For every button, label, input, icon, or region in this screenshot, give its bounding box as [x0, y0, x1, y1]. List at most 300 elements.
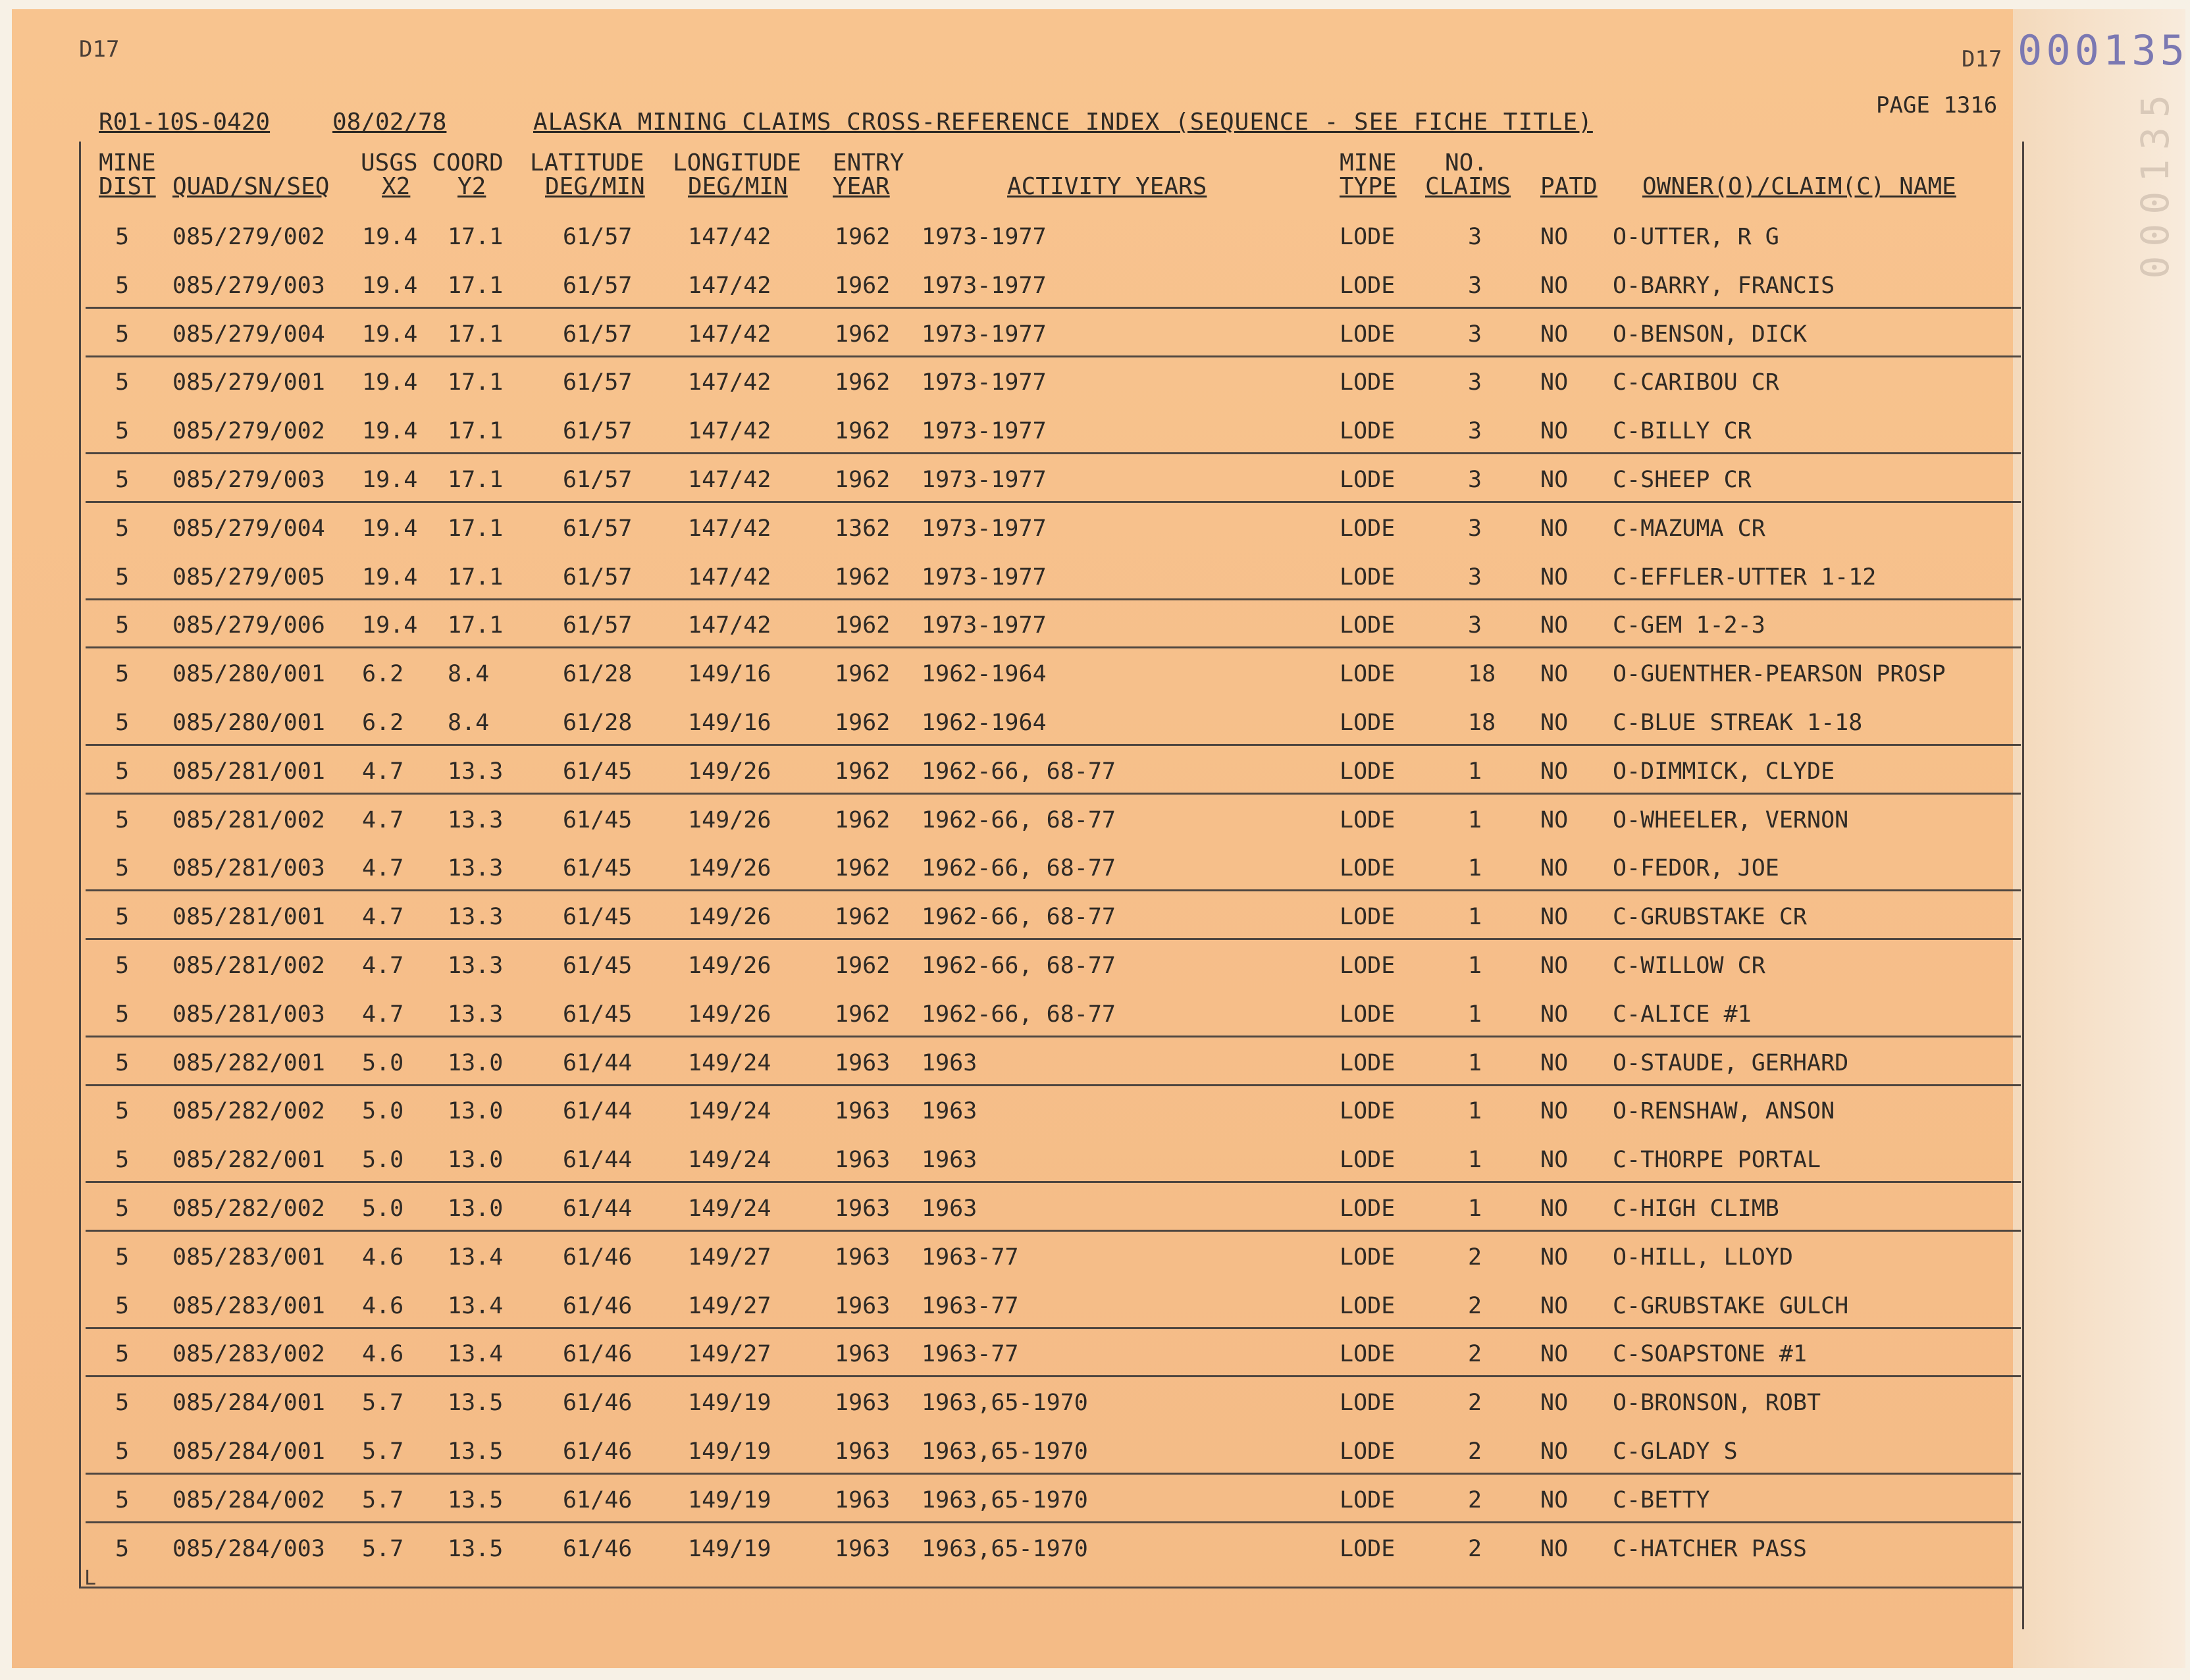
cell-longitude: 149/16 [688, 710, 771, 736]
cell-y2: 17.1 [448, 224, 504, 250]
cell-mine-dist: 5 [115, 806, 130, 833]
cell-longitude: 149/26 [688, 855, 771, 882]
header-patd: PATD [1540, 173, 1598, 200]
cell-entry-year: 1963 [835, 1195, 891, 1222]
corner-label-right: D17 [1962, 46, 2002, 72]
cell-activity-years: 1963,65-1970 [922, 1535, 1088, 1562]
cell-owner-claim: C-WILLOW CR [1613, 953, 1765, 979]
cell-entry-year: 1962 [835, 904, 891, 931]
cell-quad: 085/279/004 [172, 321, 325, 348]
cell-mine-type: LODE [1340, 710, 1395, 736]
cell-x2: 6.2 [362, 710, 404, 736]
cell-no-claims: 1 [1468, 1049, 1482, 1076]
cell-no-claims: 1 [1468, 1195, 1482, 1222]
header-x2: X2 [382, 173, 411, 200]
cell-mine-dist: 5 [115, 612, 130, 639]
cell-patd: NO [1540, 1098, 1569, 1125]
cell-mine-dist: 5 [115, 272, 130, 299]
table-row [99, 1050, 2008, 1097]
row-underline [86, 793, 2021, 795]
cell-activity-years: 1963-77 [922, 1292, 1019, 1319]
cell-entry-year: 1962 [835, 758, 891, 785]
cell-no-claims: 18 [1468, 710, 1496, 736]
cell-no-claims: 3 [1468, 564, 1482, 591]
cell-latitude: 61/44 [563, 1049, 633, 1076]
cell-patd: NO [1540, 1001, 1569, 1028]
cell-no-claims: 1 [1468, 758, 1482, 785]
cell-y2: 17.1 [448, 564, 504, 591]
cell-activity-years: 1962-66, 68-77 [922, 758, 1116, 785]
cell-mine-type: LODE [1340, 855, 1395, 882]
cell-mine-type: LODE [1340, 418, 1395, 445]
cell-longitude: 149/26 [688, 806, 771, 833]
cell-mine-type: LODE [1340, 369, 1395, 396]
cell-mine-type: LODE [1340, 467, 1395, 493]
cell-longitude: 149/26 [688, 1001, 771, 1028]
cell-x2: 5.0 [362, 1147, 404, 1174]
table-row [99, 953, 2008, 1000]
row-underline [86, 1473, 2021, 1475]
table-row [99, 1147, 2008, 1194]
cell-x2: 5.7 [362, 1390, 404, 1417]
cell-no-claims: 2 [1468, 1292, 1482, 1319]
cell-y2: 13.3 [448, 953, 504, 979]
cell-mine-type: LODE [1340, 564, 1395, 591]
cell-quad: 085/281/002 [172, 806, 325, 833]
cell-mine-dist: 5 [115, 758, 130, 785]
cell-owner-claim: C-SHEEP CR [1613, 467, 1752, 493]
cell-entry-year: 1962 [835, 467, 891, 493]
cell-activity-years: 1973-1977 [922, 515, 1047, 542]
cell-owner-claim: O-BENSON, DICK [1613, 321, 1808, 348]
cell-mine-type: LODE [1340, 953, 1395, 979]
cell-latitude: 61/44 [563, 1195, 633, 1222]
report-date: 08/02/78 [332, 109, 447, 136]
cell-mine-dist: 5 [115, 710, 130, 736]
cell-activity-years: 1963 [922, 1049, 978, 1076]
header-mine-dist-1: MINE [99, 149, 156, 176]
cell-x2: 4.6 [362, 1244, 404, 1271]
cell-mine-dist: 5 [115, 1292, 130, 1319]
cell-owner-claim: O-WHEELER, VERNON [1613, 806, 1849, 833]
cell-latitude: 61/57 [563, 515, 633, 542]
cell-entry-year: 1962 [835, 806, 891, 833]
cell-longitude: 147/42 [688, 272, 771, 299]
cell-entry-year: 1962 [835, 1001, 891, 1028]
cell-patd: NO [1540, 224, 1569, 250]
cell-mine-dist: 5 [115, 1341, 130, 1368]
cell-x2: 4.6 [362, 1292, 404, 1319]
table-row [99, 1536, 2008, 1583]
cell-entry-year: 1962 [835, 369, 891, 396]
cell-y2: 13.0 [448, 1049, 504, 1076]
cell-no-claims: 1 [1468, 1147, 1482, 1174]
table-row [99, 855, 2008, 903]
header-mine-type-2: TYPE [1340, 173, 1397, 200]
cell-y2: 17.1 [448, 467, 504, 493]
header-longitude-units: DEG/MIN [688, 173, 788, 200]
header-latitude: LATITUDE [530, 149, 644, 176]
frame-left [79, 142, 81, 1587]
cell-owner-claim: C-MAZUMA CR [1613, 515, 1765, 542]
table-row [99, 1001, 2008, 1049]
cell-longitude: 149/26 [688, 758, 771, 785]
cell-mine-type: LODE [1340, 1049, 1395, 1076]
cell-mine-dist: 5 [115, 1390, 130, 1417]
cell-x2: 5.7 [362, 1535, 404, 1562]
cell-no-claims: 1 [1468, 904, 1482, 931]
table-row [99, 1098, 2008, 1145]
cell-no-claims: 3 [1468, 224, 1482, 250]
cell-quad: 085/284/001 [172, 1390, 325, 1417]
header-quad: QUAD/SN/SEQ [172, 173, 330, 200]
header-longitude: LONGITUDE [673, 149, 802, 176]
cell-entry-year: 1963 [835, 1147, 891, 1174]
cell-entry-year: 1962 [835, 710, 891, 736]
cell-quad: 085/279/003 [172, 272, 325, 299]
cell-no-claims: 2 [1468, 1341, 1482, 1368]
cell-activity-years: 1973-1977 [922, 467, 1047, 493]
cell-longitude: 147/42 [688, 515, 771, 542]
table-row [99, 564, 2008, 612]
row-underline [86, 1375, 2021, 1377]
cell-quad: 085/281/003 [172, 855, 325, 882]
cell-x2: 19.4 [362, 224, 418, 250]
cell-x2: 19.4 [362, 418, 418, 445]
cell-mine-dist: 5 [115, 1486, 130, 1513]
cell-longitude: 149/19 [688, 1390, 771, 1417]
header-mine-dist-2: DIST [99, 173, 156, 200]
cell-quad: 085/279/002 [172, 418, 325, 445]
cell-latitude: 61/46 [563, 1535, 633, 1562]
cell-x2: 19.4 [362, 612, 418, 639]
cell-entry-year: 1963 [835, 1098, 891, 1125]
frame-right [2022, 142, 2024, 1629]
cell-owner-claim: O-HILL, LLOYD [1613, 1244, 1793, 1271]
header-entry: ENTRY [833, 149, 904, 176]
header-no-claims-2: CLAIMS [1425, 173, 1511, 200]
row-underline [86, 355, 2021, 357]
cell-latitude: 61/28 [563, 661, 633, 688]
cell-owner-claim: C-GRUBSTAKE CR [1613, 904, 1808, 931]
row-underline [86, 1036, 2021, 1037]
cell-latitude: 61/46 [563, 1292, 633, 1319]
cell-no-claims: 2 [1468, 1486, 1482, 1513]
cell-mine-type: LODE [1340, 806, 1395, 833]
cell-patd: NO [1540, 1147, 1569, 1174]
cell-y2: 13.5 [448, 1390, 504, 1417]
cell-longitude: 147/42 [688, 224, 771, 250]
cell-latitude: 61/57 [563, 612, 633, 639]
cell-owner-claim: C-BILLY CR [1613, 418, 1752, 445]
cell-owner-claim: C-GLADY S [1613, 1438, 1738, 1465]
cell-longitude: 149/24 [688, 1098, 771, 1125]
cell-patd: NO [1540, 1535, 1569, 1562]
cell-owner-claim: O-GUENTHER-PEARSON PROSP [1613, 661, 1946, 688]
cell-activity-years: 1973-1977 [922, 564, 1047, 591]
cell-latitude: 61/45 [563, 806, 633, 833]
cell-y2: 13.3 [448, 1001, 504, 1028]
cell-activity-years: 1973-1977 [922, 321, 1047, 348]
cell-entry-year: 1962 [835, 661, 891, 688]
cell-quad: 085/281/001 [172, 904, 325, 931]
cell-mine-type: LODE [1340, 1098, 1395, 1125]
cell-quad: 085/284/002 [172, 1486, 325, 1513]
cell-longitude: 149/27 [688, 1244, 771, 1271]
header-activity-years: ACTIVITY YEARS [1007, 173, 1207, 200]
cell-y2: 13.0 [448, 1195, 504, 1222]
cell-patd: NO [1540, 418, 1569, 445]
cell-mine-type: LODE [1340, 1001, 1395, 1028]
row-underline [86, 1181, 2021, 1183]
cell-x2: 19.4 [362, 272, 418, 299]
row-underline [86, 938, 2021, 940]
cell-latitude: 61/46 [563, 1438, 633, 1465]
cell-mine-dist: 5 [115, 1535, 130, 1562]
cell-owner-claim: C-BETTY [1613, 1486, 1710, 1513]
cell-mine-dist: 5 [115, 1098, 130, 1125]
cell-longitude: 147/42 [688, 369, 771, 396]
cell-longitude: 149/27 [688, 1341, 771, 1368]
cell-y2: 13.0 [448, 1147, 504, 1174]
row-underline [86, 452, 2021, 454]
cell-entry-year: 1962 [835, 418, 891, 445]
cell-quad: 085/282/002 [172, 1098, 325, 1125]
cell-patd: NO [1540, 467, 1569, 493]
cell-x2: 6.2 [362, 661, 404, 688]
cell-patd: NO [1540, 1438, 1569, 1465]
fiche-number-ghost: 000135 [2133, 86, 2177, 279]
header-entry-year: YEAR [833, 173, 890, 200]
cell-mine-dist: 5 [115, 515, 130, 542]
table-row [99, 1244, 2008, 1292]
cell-owner-claim: O-UTTER, R G [1613, 224, 1779, 250]
cell-longitude: 149/19 [688, 1438, 771, 1465]
cell-mine-dist: 5 [115, 1438, 130, 1465]
header-mine-type-1: MINE [1340, 149, 1397, 176]
cell-longitude: 149/19 [688, 1486, 771, 1513]
cell-patd: NO [1540, 1195, 1569, 1222]
cell-mine-dist: 5 [115, 1244, 130, 1271]
cell-longitude: 149/26 [688, 953, 771, 979]
cell-x2: 5.7 [362, 1438, 404, 1465]
cell-y2: 8.4 [448, 661, 490, 688]
table-row [99, 612, 2008, 660]
cell-longitude: 149/24 [688, 1147, 771, 1174]
cell-x2: 19.4 [362, 515, 418, 542]
cell-owner-claim: C-BLUE STREAK 1-18 [1613, 710, 1863, 736]
cell-longitude: 149/16 [688, 661, 771, 688]
cell-patd: NO [1540, 855, 1569, 882]
cell-patd: NO [1540, 515, 1569, 542]
cell-activity-years: 1962-66, 68-77 [922, 953, 1116, 979]
cell-mine-type: LODE [1340, 758, 1395, 785]
cell-longitude: 147/42 [688, 418, 771, 445]
cell-mine-dist: 5 [115, 224, 130, 250]
cell-latitude: 61/44 [563, 1147, 633, 1174]
cell-x2: 4.7 [362, 1001, 404, 1028]
cell-owner-claim: C-THORPE PORTAL [1613, 1147, 1821, 1174]
table-row [99, 1195, 2008, 1243]
cell-patd: NO [1540, 953, 1569, 979]
cell-y2: 17.1 [448, 272, 504, 299]
cell-patd: NO [1540, 806, 1569, 833]
cell-y2: 13.5 [448, 1486, 504, 1513]
frame-corner-mark: L [84, 1567, 97, 1590]
cell-patd: NO [1540, 564, 1569, 591]
table-row [99, 710, 2008, 757]
cell-patd: NO [1540, 758, 1569, 785]
cell-quad: 085/284/001 [172, 1438, 325, 1465]
cell-quad: 085/282/002 [172, 1195, 325, 1222]
cell-no-claims: 3 [1468, 272, 1482, 299]
cell-x2: 19.4 [362, 467, 418, 493]
cell-entry-year: 1962 [835, 855, 891, 882]
cell-longitude: 149/24 [688, 1049, 771, 1076]
cell-longitude: 147/42 [688, 321, 771, 348]
cell-longitude: 147/42 [688, 467, 771, 493]
cell-x2: 4.7 [362, 953, 404, 979]
cell-activity-years: 1962-1964 [922, 661, 1047, 688]
cell-latitude: 61/57 [563, 321, 633, 348]
header-usgs: USGS COORD [361, 149, 504, 176]
cell-y2: 13.5 [448, 1438, 504, 1465]
cell-activity-years: 1962-66, 68-77 [922, 1001, 1116, 1028]
cell-patd: NO [1540, 1341, 1569, 1368]
cell-y2: 13.4 [448, 1341, 504, 1368]
cell-no-claims: 1 [1468, 953, 1482, 979]
cell-latitude: 61/46 [563, 1486, 633, 1513]
cell-x2: 4.7 [362, 806, 404, 833]
cell-latitude: 61/46 [563, 1390, 633, 1417]
cell-quad: 085/283/001 [172, 1292, 325, 1319]
table-row [99, 1487, 2008, 1535]
cell-mine-type: LODE [1340, 904, 1395, 931]
cell-entry-year: 1963 [835, 1244, 891, 1271]
row-underline [86, 307, 2021, 309]
cell-mine-type: LODE [1340, 224, 1395, 250]
cell-quad: 085/280/001 [172, 710, 325, 736]
cell-quad: 085/279/001 [172, 369, 325, 396]
cell-mine-type: LODE [1340, 612, 1395, 639]
cell-x2: 5.0 [362, 1195, 404, 1222]
cell-latitude: 61/45 [563, 855, 633, 882]
cell-activity-years: 1963 [922, 1195, 978, 1222]
row-underline [86, 1084, 2021, 1086]
row-underline [86, 598, 2021, 600]
cell-entry-year: 1963 [835, 1049, 891, 1076]
cell-x2: 5.0 [362, 1049, 404, 1076]
cell-latitude: 61/45 [563, 904, 633, 931]
cell-no-claims: 2 [1468, 1390, 1482, 1417]
cell-patd: NO [1540, 1292, 1569, 1319]
cell-y2: 13.3 [448, 806, 504, 833]
cell-latitude: 61/45 [563, 953, 633, 979]
table-row [99, 1341, 2008, 1388]
cell-patd: NO [1540, 321, 1569, 348]
cell-entry-year: 1963 [835, 1292, 891, 1319]
row-underline [86, 744, 2021, 746]
cell-mine-type: LODE [1340, 1438, 1395, 1465]
table-row [99, 321, 2008, 369]
cell-latitude: 61/44 [563, 1098, 633, 1125]
cell-owner-claim: C-GEM 1-2-3 [1613, 612, 1765, 639]
cell-mine-dist: 5 [115, 661, 130, 688]
cell-owner-claim: C-EFFLER-UTTER 1-12 [1613, 564, 1877, 591]
cell-y2: 13.0 [448, 1098, 504, 1125]
row-underline [86, 1521, 2021, 1523]
cell-entry-year: 1962 [835, 612, 891, 639]
row-underline [86, 1230, 2021, 1232]
row-underline [86, 646, 2021, 648]
cell-y2: 13.3 [448, 758, 504, 785]
cell-entry-year: 1962 [835, 321, 891, 348]
cell-owner-claim: O-BARRY, FRANCIS [1613, 272, 1835, 299]
cell-patd: NO [1540, 1049, 1569, 1076]
cell-mine-dist: 5 [115, 564, 130, 591]
table-row [99, 369, 2008, 417]
cell-entry-year: 1963 [835, 1438, 891, 1465]
table-row [99, 1293, 2008, 1340]
cell-mine-type: LODE [1340, 1292, 1395, 1319]
cell-mine-type: LODE [1340, 1486, 1395, 1513]
cell-mine-type: LODE [1340, 1195, 1395, 1222]
cell-mine-dist: 5 [115, 1049, 130, 1076]
cell-entry-year: 1962 [835, 564, 891, 591]
cell-owner-claim: C-CARIBOU CR [1613, 369, 1779, 396]
cell-longitude: 149/19 [688, 1535, 771, 1562]
cell-mine-dist: 5 [115, 855, 130, 882]
cell-y2: 13.3 [448, 855, 504, 882]
table-row [99, 1390, 2008, 1437]
cell-no-claims: 1 [1468, 1098, 1482, 1125]
cell-quad: 085/279/003 [172, 467, 325, 493]
cell-owner-claim: C-SOAPSTONE #1 [1613, 1341, 1808, 1368]
cell-latitude: 61/57 [563, 272, 633, 299]
cell-x2: 19.4 [362, 564, 418, 591]
cell-longitude: 147/42 [688, 612, 771, 639]
frame-bottom [79, 1587, 2024, 1588]
cell-mine-type: LODE [1340, 1390, 1395, 1417]
cell-quad: 085/279/002 [172, 224, 325, 250]
cell-x2: 4.6 [362, 1341, 404, 1368]
cell-quad: 085/284/003 [172, 1535, 325, 1562]
cell-activity-years: 1973-1977 [922, 272, 1047, 299]
cell-latitude: 61/57 [563, 418, 633, 445]
cell-y2: 17.1 [448, 612, 504, 639]
cell-y2: 13.4 [448, 1244, 504, 1271]
cell-y2: 13.3 [448, 904, 504, 931]
cell-quad: 085/281/002 [172, 953, 325, 979]
cell-owner-claim: O-FEDOR, JOE [1613, 855, 1779, 882]
cell-latitude: 61/57 [563, 369, 633, 396]
cell-no-claims: 3 [1468, 515, 1482, 542]
cell-activity-years: 1973-1977 [922, 369, 1047, 396]
cell-longitude: 149/24 [688, 1195, 771, 1222]
cell-owner-claim: C-GRUBSTAKE GULCH [1613, 1292, 1849, 1319]
cell-mine-type: LODE [1340, 1341, 1395, 1368]
cell-quad: 085/281/001 [172, 758, 325, 785]
cell-quad: 085/282/001 [172, 1049, 325, 1076]
cell-activity-years: 1973-1977 [922, 612, 1047, 639]
cell-no-claims: 2 [1468, 1535, 1482, 1562]
table-row [99, 661, 2008, 708]
cell-activity-years: 1963,65-1970 [922, 1486, 1088, 1513]
table-row [99, 758, 2008, 806]
cell-longitude: 149/26 [688, 904, 771, 931]
cell-latitude: 61/57 [563, 224, 633, 250]
report-title: ALASKA MINING CLAIMS CROSS-REFERENCE INDEX (SEQUENCE - SEE FICHE TITLE) [533, 109, 1593, 136]
